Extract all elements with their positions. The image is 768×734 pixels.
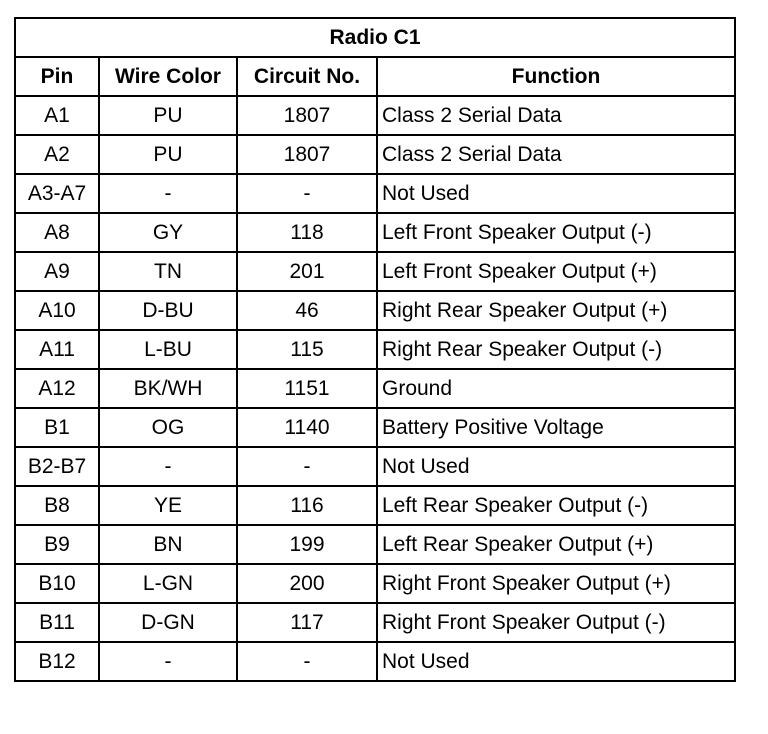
cell-circuit-no: - [237, 174, 377, 213]
table-row [15, 213, 735, 252]
cell-wire-color: GY [99, 213, 237, 252]
cell-circuit-no: 1807 [237, 96, 377, 135]
cell-function: Not Used [377, 447, 735, 486]
cell-circuit-no: 116 [237, 486, 377, 525]
table-row [15, 174, 735, 213]
table-title-row [15, 18, 735, 57]
cell-pin: B2-B7 [15, 447, 99, 486]
cell-wire-color: - [99, 642, 237, 681]
table-row [15, 291, 735, 330]
cell-pin: A11 [15, 330, 99, 369]
cell-function: Right Front Speaker Output (-) [377, 603, 735, 642]
cell-function: Class 2 Serial Data [377, 96, 735, 135]
cell-function: Ground [377, 369, 735, 408]
cell-pin: B1 [15, 408, 99, 447]
cell-wire-color: L-BU [99, 330, 237, 369]
cell-function: Right Rear Speaker Output (+) [377, 291, 735, 330]
table-row [15, 252, 735, 291]
cell-circuit-no: 201 [237, 252, 377, 291]
header-function: Function [377, 57, 735, 96]
table-row [15, 369, 735, 408]
table-row [15, 525, 735, 564]
connector-table [14, 17, 736, 682]
table-title: Radio C1 [15, 18, 735, 57]
table-row [15, 96, 735, 135]
cell-function: Not Used [377, 642, 735, 681]
cell-wire-color: PU [99, 96, 237, 135]
cell-function: Left Rear Speaker Output (+) [377, 525, 735, 564]
table-row [15, 330, 735, 369]
cell-circuit-no: 46 [237, 291, 377, 330]
cell-function: Class 2 Serial Data [377, 135, 735, 174]
cell-circuit-no: 1151 [237, 369, 377, 408]
cell-pin: A2 [15, 135, 99, 174]
cell-pin: B9 [15, 525, 99, 564]
header-pin: Pin [15, 57, 99, 96]
cell-circuit-no: 117 [237, 603, 377, 642]
cell-circuit-no: 118 [237, 213, 377, 252]
cell-wire-color: PU [99, 135, 237, 174]
cell-circuit-no: - [237, 642, 377, 681]
cell-wire-color: D-GN [99, 603, 237, 642]
cell-circuit-no: 115 [237, 330, 377, 369]
cell-pin: A10 [15, 291, 99, 330]
cell-pin: A12 [15, 369, 99, 408]
cell-wire-color: BK/WH [99, 369, 237, 408]
header-wire-color: Wire Color [99, 57, 237, 96]
cell-circuit-no: - [237, 447, 377, 486]
cell-wire-color: OG [99, 408, 237, 447]
cell-pin: A9 [15, 252, 99, 291]
cell-function: Not Used [377, 174, 735, 213]
cell-pin: B12 [15, 642, 99, 681]
cell-circuit-no: 1140 [237, 408, 377, 447]
cell-function: Right Rear Speaker Output (-) [377, 330, 735, 369]
cell-wire-color: - [99, 174, 237, 213]
table-header-row [15, 57, 735, 96]
cell-pin: A1 [15, 96, 99, 135]
table-row [15, 447, 735, 486]
cell-pin: B11 [15, 603, 99, 642]
cell-pin: A8 [15, 213, 99, 252]
cell-function: Left Front Speaker Output (-) [377, 213, 735, 252]
table-body [15, 96, 735, 681]
cell-pin: A3-A7 [15, 174, 99, 213]
table-row [15, 642, 735, 681]
table-row [15, 486, 735, 525]
table-row [15, 564, 735, 603]
cell-pin: B10 [15, 564, 99, 603]
cell-function: Battery Positive Voltage [377, 408, 735, 447]
cell-function: Right Front Speaker Output (+) [377, 564, 735, 603]
cell-circuit-no: 200 [237, 564, 377, 603]
header-circuit-no: Circuit No. [237, 57, 377, 96]
cell-wire-color: YE [99, 486, 237, 525]
cell-function: Left Rear Speaker Output (-) [377, 486, 735, 525]
cell-wire-color: - [99, 447, 237, 486]
table-row [15, 603, 735, 642]
cell-function: Left Front Speaker Output (+) [377, 252, 735, 291]
table-row [15, 408, 735, 447]
cell-pin: B8 [15, 486, 99, 525]
cell-wire-color: BN [99, 525, 237, 564]
cell-circuit-no: 199 [237, 525, 377, 564]
cell-wire-color: TN [99, 252, 237, 291]
cell-wire-color: D-BU [99, 291, 237, 330]
cell-circuit-no: 1807 [237, 135, 377, 174]
table-row [15, 135, 735, 174]
cell-wire-color: L-GN [99, 564, 237, 603]
